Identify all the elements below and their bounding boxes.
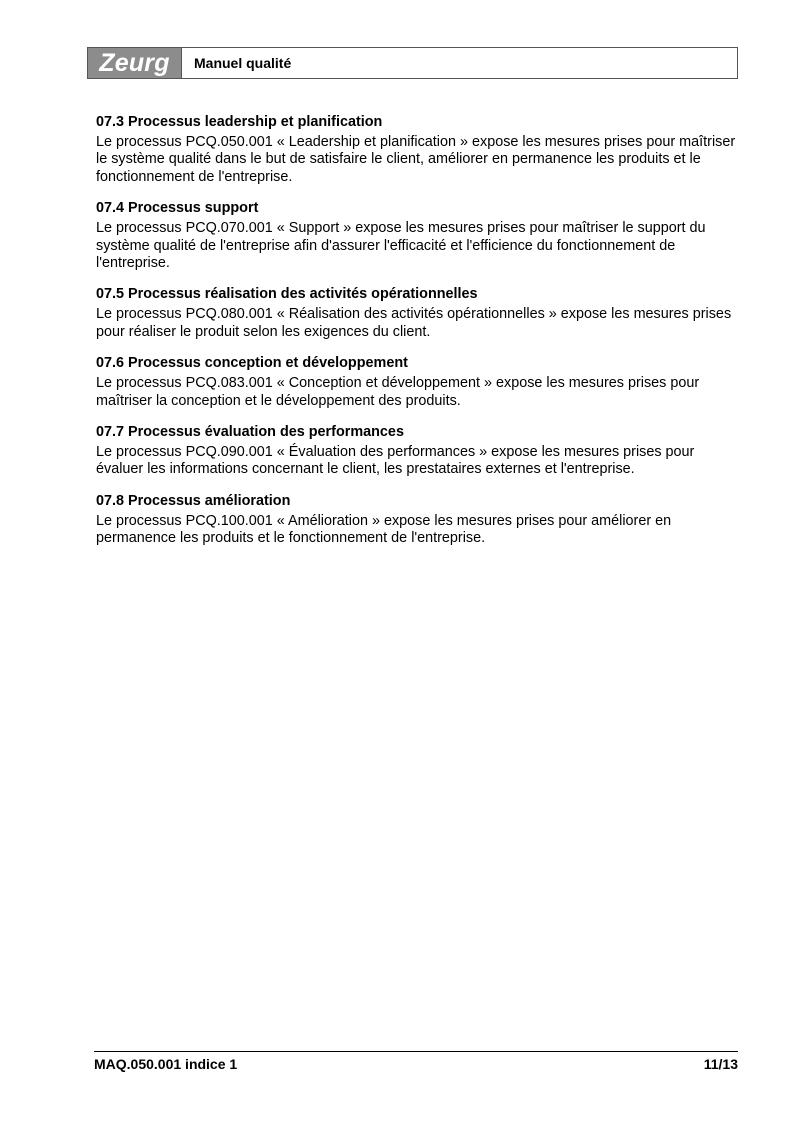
section-paragraph: Le processus PCQ.080.001 « Réalisation des activités opérationnelles » expose les mesures prises pour réaliser le produit selon les exigences du client. — [96, 306, 732, 340]
section-paragraph: Le processus PCQ.090.001 « Évaluation des performances » expose les mesures prises pour évaluer les informations concernant le client, les prestataires externes et l'entreprise. — [96, 444, 695, 478]
document-reference: MAQ.050.001 indice 1 — [94, 1056, 238, 1072]
logo-text: Zeurg — [99, 48, 170, 77]
page-header — [87, 47, 738, 79]
section-paragraph: Le processus PCQ.070.001 « Support » expose les mesures prises pour maîtriser le support du système qualité de l'entreprise afin d'assurer l'efficacité et l'efficience du fonctionnement de l'entreprise. — [96, 220, 706, 272]
document-body — [96, 113, 736, 561]
section-heading: 07.8 Processus amélioration — [96, 492, 291, 509]
section-paragraph: Le processus PCQ.083.001 « Conception et développement » expose les mesures prises pour maîtriser la conception et le développement des produits. — [96, 375, 700, 409]
section-operations — [96, 285, 736, 341]
section-leadership — [96, 113, 736, 186]
section-design — [96, 354, 736, 410]
section-paragraph: Le processus PCQ.100.001 « Amélioration » expose les mesures prises pour améliorer en permanence les produits et le fonctionnement de l'entreprise. — [96, 512, 672, 547]
section-performance — [96, 423, 736, 479]
section-heading: 07.5 Processus réalisation des activités opérationnelles — [96, 286, 478, 303]
page-footer — [94, 1051, 738, 1072]
section-heading: 07.3 Processus leadership et planification — [96, 114, 383, 130]
section-paragraph: Le processus PCQ.050.001 « Leadership et planification » expose les mesures prises pour maîtriser le système qualité dans le but de satisfaire le client, améliorer en permanence les produits et le fonctionnement de l'entreprise. — [96, 134, 736, 185]
company-logo — [88, 48, 182, 78]
section-heading: 07.7 Processus évaluation des performances — [96, 424, 404, 441]
document-title: Manuel qualité — [194, 55, 292, 71]
section-support — [96, 199, 736, 272]
section-heading: 07.4 Processus support — [96, 200, 259, 217]
section-improvement — [96, 492, 736, 548]
section-heading: 07.6 Processus conception et développement — [96, 355, 408, 372]
page-number: 11/13 — [703, 1056, 738, 1072]
